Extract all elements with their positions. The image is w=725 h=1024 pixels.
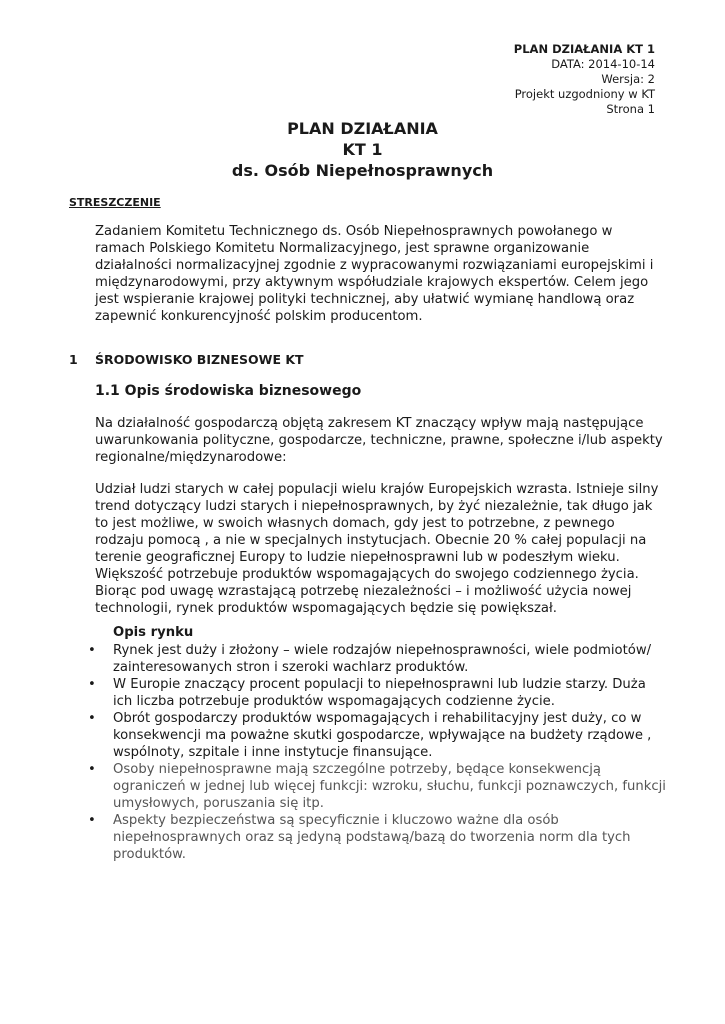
body-paragraph: [95, 481, 665, 617]
title-line-1: PLAN DZIAŁANIA: [287, 119, 438, 138]
bullet-icon: •: [88, 711, 96, 726]
list-item-text: Osoby niepełnosprawne mają szczególne potrzeby, będące konsekwencją ograniczeń w jednej lub więcej funkcji: wzroku, słuchu, funkcji poznawczych, funkcji umysłowych, poruszania się itp.: [113, 762, 666, 811]
section-1-heading: [69, 352, 304, 367]
intro-text: Na działalność gospodarczą objętą zakresem KT znaczący wpływ mają następujące uwarunkowania polityczne, gospodarcze, techniczne, prawne, społeczne i/lub aspekty regionalne/międzynarodowe:: [95, 416, 663, 465]
header-version: Wersja: 2: [601, 72, 655, 86]
list-item-text: Aspekty bezpieczeństwa są specyficznie i kluczowo ważne dla osób niepełnosprawnych oraz są jedyną podstawą/bazą do tworzenia norm dla tych produktów.: [113, 813, 631, 862]
list-item-text: W Europie znaczący procent populacji to niepełnosprawni lub ludzie starzy. Duża ich liczba potrzebuje produktów wspomagających codzienne życie.: [113, 677, 646, 709]
subsection-1-1-heading: 1.1 Opis środowiska biznesowego: [95, 383, 362, 399]
list-item: [86, 676, 666, 710]
header-status: Projekt uzgodniony w KT: [514, 87, 655, 101]
list-item: [86, 761, 666, 812]
bullet-icon: •: [88, 762, 96, 777]
header-page-number: Strona 1: [606, 102, 655, 116]
summary-paragraph: [95, 223, 665, 325]
list-item: [86, 642, 666, 676]
list-item: [86, 710, 666, 761]
section-1-title: ŚRODOWISKO BIZNESOWE KT: [95, 352, 304, 367]
section-1-number: 1: [69, 352, 78, 367]
list-item-text: Rynek jest duży i złożony – wiele rodzajów niepełnosprawności, wiele podmiotów/ zainteresowanych stron i szeroki wachlarz produktów.: [113, 643, 652, 675]
summary-text: Zadaniem Komitetu Technicznego ds. Osób Niepełnosprawnych powołanego w ramach Polskiego Komitetu Normalizacyjnego, jest sprawne organizowanie działalności normalizacyjnej zgodnie z wypracowanymi rozwiązaniami europejskimi i międzynarodowymi, przy aktywnym współudziale krajowych ekspertów. Celem jego jest wspieranie krajowej polityki technicznej, aby ułatwić wymianę handlową oraz zapewnić konkurencyjność polskim producentom.: [95, 224, 654, 324]
list-item: [86, 812, 666, 863]
bullet-icon: •: [88, 677, 96, 692]
market-heading: Opis rynku: [113, 625, 194, 640]
body-text: Udział ludzi starych w całej populacji wielu krajów Europejskich wzrasta. Istnieje silny trend dotyczący ludzi starych i niepełnosprawnych, by żyć niezależnie, tak długo jak to jest możliwe, w swoich własnych domach, gdy jest to potrzebne, z pewnego rodzaju pomocą , a nie w specjalnych instytucjach. Obecnie 20 % całej populacji na terenie geograficznej Europy to ludzie niepełnosprawni lub w podeszłym wieku. Większość potrzebuje produktów wspomagających do swojego codziennego życia. Biorąc pod uwagę wzrastającą potrzebę niezależności – i możliwość użycia nowej technologii, rynek produktów wspomagających będzie się powiększał.: [95, 482, 659, 616]
title-line-2: KT 1: [342, 140, 383, 159]
summary-heading: STRESZCZENIE: [69, 196, 161, 209]
bullet-icon: •: [88, 643, 96, 658]
header-title: PLAN DZIAŁANIA KT 1: [513, 42, 655, 56]
page-header: [514, 42, 655, 117]
header-date: DATA: 2014-10-14: [551, 57, 655, 71]
market-bullet-list: [86, 642, 666, 863]
intro-paragraph: [95, 415, 665, 466]
document-title: [0, 118, 725, 181]
list-item-text: Obrót gospodarczy produktów wspomagających i rehabilitacyjny jest duży, co w konsekwencji ma poważne skutki gospodarcze, wpływające na budżety rządowe , wspólnoty, szpitale i inne instytucje finansujące.: [113, 711, 652, 760]
title-line-3: ds. Osób Niepełnosprawnych: [231, 161, 494, 180]
bullet-icon: •: [88, 813, 96, 828]
